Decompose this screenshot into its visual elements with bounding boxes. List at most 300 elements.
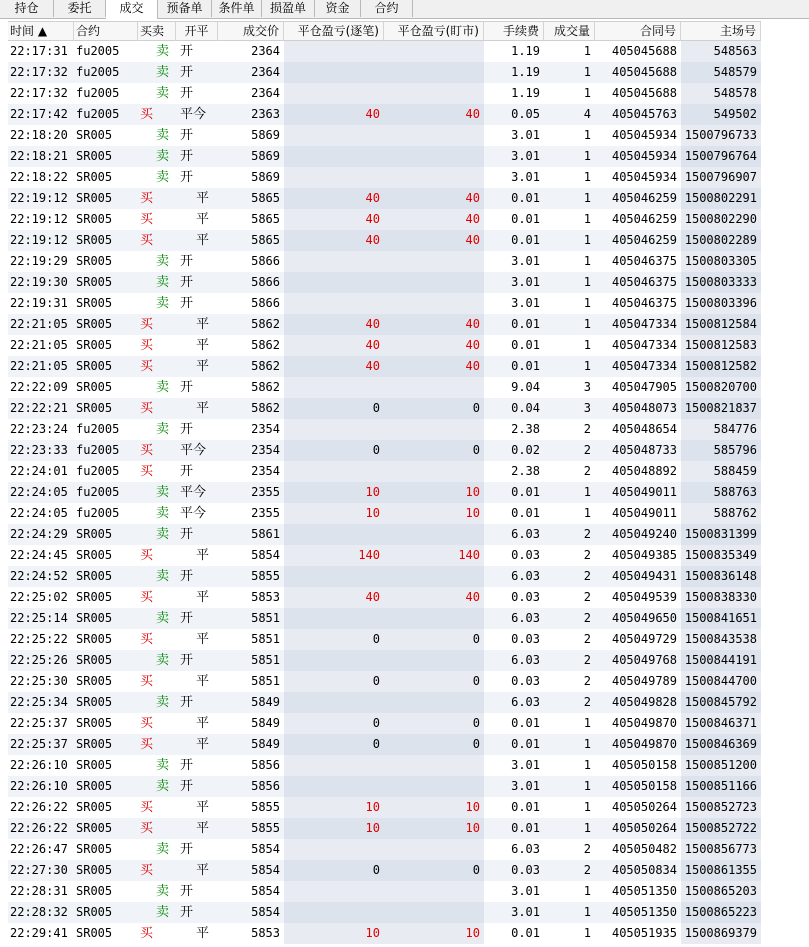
col-pl-trade-cell <box>284 566 384 587</box>
col-fee-cell: 0.01 <box>511 338 540 352</box>
col-price-cell: 5865 <box>251 191 280 205</box>
col-price-cell: 5855 <box>251 800 280 814</box>
col-fee-cell: 0.01 <box>511 716 540 730</box>
col-order-no-cell: 405048733 <box>611 443 677 457</box>
col-order-no-cell: 405050158 <box>611 758 677 772</box>
col-exchange-no-cell: 1500802291 <box>681 188 761 209</box>
tab-trades[interactable]: 成交 <box>106 0 158 19</box>
col-time-cell: 22:18:22 <box>10 170 68 184</box>
table-row[interactable] <box>8 503 761 524</box>
col-order-no-cell: 405049768 <box>611 653 677 667</box>
col-pl-mark-cell <box>384 755 484 776</box>
col-exchange-no-cell: 1500820700 <box>681 377 761 398</box>
table-row[interactable] <box>8 839 761 860</box>
col-exchange-no-cell: 588763 <box>681 482 761 503</box>
col-exchange-no-cell: 1500851166 <box>681 776 761 797</box>
col-qty-cell: 1 <box>583 296 591 310</box>
col-openclose-cell: 平 <box>196 926 210 941</box>
col-qty-cell: 1 <box>583 191 591 205</box>
col-price-cell: 5854 <box>251 884 280 898</box>
col-openclose-cell: 平 <box>196 800 210 815</box>
col-pl-trade-cell: 10 <box>284 482 384 503</box>
col-time-cell: 22:24:05 <box>10 485 68 499</box>
col-time-cell: 22:26:22 <box>10 821 68 835</box>
col-time-cell: 22:19:12 <box>10 191 68 205</box>
col-exchange-no-cell: 1500821837 <box>681 398 761 419</box>
col-exchange-no-cell: 588459 <box>681 461 761 482</box>
table-row[interactable] <box>8 797 761 818</box>
col-fee-cell: 2.38 <box>511 422 540 436</box>
col-price-cell: 5854 <box>251 905 280 919</box>
col-time-header[interactable]: 时间 ▲ <box>8 22 74 41</box>
col-contract-cell: SR005 <box>76 548 113 562</box>
col-time-cell: 22:21:05 <box>10 338 68 352</box>
col-pl-mark-cell: 40 <box>384 188 484 209</box>
col-order-no-cell: 405046259 <box>611 212 677 226</box>
col-exchange-no-cell: 585796 <box>681 440 761 461</box>
table-row[interactable] <box>8 62 761 83</box>
col-side-cell: 卖 <box>156 485 170 500</box>
table-row[interactable] <box>8 461 761 482</box>
col-pl-mark-cell: 10 <box>384 818 484 839</box>
col-qty-cell: 1 <box>583 254 591 268</box>
col-pl-trade-cell <box>284 608 384 629</box>
table-row[interactable] <box>8 734 761 755</box>
col-time-cell: 22:17:32 <box>10 65 68 79</box>
col-price-cell: 5851 <box>251 632 280 646</box>
col-order-no-cell: 405048654 <box>611 422 677 436</box>
table-row[interactable] <box>8 83 761 104</box>
col-qty-cell: 2 <box>583 422 591 436</box>
col-side-cell: 买 <box>140 317 154 332</box>
col-price-cell: 5862 <box>251 401 280 415</box>
col-pl-mark-cell: 0 <box>384 629 484 650</box>
col-pl-trade-cell <box>284 419 384 440</box>
col-price-cell: 2355 <box>251 506 280 520</box>
col-pl-mark-cell <box>384 272 484 293</box>
col-contract-cell: SR005 <box>76 716 113 730</box>
col-openclose-cell: 平 <box>196 548 210 563</box>
col-openclose-header[interactable]: 开平 <box>176 22 218 41</box>
col-contract-cell: SR005 <box>76 653 113 667</box>
col-contract-cell: SR005 <box>76 149 113 163</box>
col-time-cell: 22:17:42 <box>10 107 68 121</box>
col-openclose-cell: 平 <box>196 359 210 374</box>
col-qty-cell: 1 <box>583 926 591 940</box>
col-pl-trade-cell <box>284 776 384 797</box>
col-price-header[interactable]: 成交价 <box>218 22 284 41</box>
tab-funds[interactable]: 资金 <box>315 0 361 17</box>
col-price-cell: 5869 <box>251 170 280 184</box>
col-side-cell: 买 <box>140 233 154 248</box>
col-exchange-no-cell: 548579 <box>681 62 761 83</box>
col-time-cell: 22:17:32 <box>10 86 68 100</box>
col-pl-mark-cell: 10 <box>384 503 484 524</box>
col-pl-trade-cell: 0 <box>284 713 384 734</box>
col-exchange-no-cell: 1500851200 <box>681 755 761 776</box>
col-qty-cell: 1 <box>583 737 591 751</box>
col-fee-cell: 1.19 <box>511 86 540 100</box>
col-fee-cell: 0.01 <box>511 506 540 520</box>
col-fee-cell: 3.01 <box>511 779 540 793</box>
table-row[interactable] <box>8 755 761 776</box>
col-order-no-cell: 405049240 <box>611 527 677 541</box>
col-openclose-cell: 开 <box>180 296 194 311</box>
col-side-cell: 卖 <box>156 653 170 668</box>
col-pl-mark-cell <box>384 839 484 860</box>
col-pl-trade-cell: 40 <box>284 209 384 230</box>
col-side-cell: 买 <box>140 359 154 374</box>
col-time-cell: 22:25:14 <box>10 611 68 625</box>
col-order-no-header[interactable]: 合同号 <box>595 22 681 41</box>
col-contract-cell: SR005 <box>76 527 113 541</box>
table-row[interactable] <box>8 629 761 650</box>
col-side-cell: 买 <box>140 737 154 752</box>
col-time-cell: 22:23:33 <box>10 443 68 457</box>
col-fee-cell: 0.01 <box>511 926 540 940</box>
col-contract-cell: SR005 <box>76 359 113 373</box>
table-row[interactable] <box>8 440 761 461</box>
col-fee-cell: 9.04 <box>511 380 540 394</box>
col-openclose-cell: 平 <box>196 674 210 689</box>
col-price-cell: 5849 <box>251 737 280 751</box>
tab-contracts[interactable]: 合约 <box>361 0 413 17</box>
col-pl-mark-cell <box>384 419 484 440</box>
col-exchange-no-cell: 1500802289 <box>681 230 761 251</box>
col-pl-mark-cell <box>384 524 484 545</box>
col-fee-cell: 1.19 <box>511 44 540 58</box>
col-fee-cell: 3.01 <box>511 905 540 919</box>
col-pl-mark-cell: 10 <box>384 923 484 944</box>
col-pl-trade-cell <box>284 377 384 398</box>
table-row[interactable] <box>8 293 761 314</box>
col-openclose-cell: 开 <box>180 695 194 710</box>
col-exchange-no-cell: 1500836148 <box>681 566 761 587</box>
col-openclose-cell: 平 <box>196 863 210 878</box>
col-price-cell: 2354 <box>251 443 280 457</box>
col-time-cell: 22:18:21 <box>10 149 68 163</box>
col-qty-cell: 2 <box>583 527 591 541</box>
col-pl-trade-cell: 40 <box>284 356 384 377</box>
col-order-no-cell: 405045934 <box>611 149 677 163</box>
col-exchange-no-cell: 1500812584 <box>681 314 761 335</box>
table-row[interactable] <box>8 818 761 839</box>
col-pl-mark-cell: 0 <box>384 671 484 692</box>
tab-orders[interactable]: 委托 <box>54 0 106 17</box>
col-order-no-cell: 405045763 <box>611 107 677 121</box>
table-row[interactable] <box>8 230 761 251</box>
col-qty-cell: 1 <box>583 884 591 898</box>
table-row[interactable] <box>8 587 761 608</box>
table-row[interactable] <box>8 188 761 209</box>
col-time-cell: 22:26:47 <box>10 842 68 856</box>
col-side-cell: 卖 <box>156 905 170 920</box>
table-row[interactable] <box>8 209 761 230</box>
col-order-no-cell: 405051935 <box>611 926 677 940</box>
col-price-cell: 2364 <box>251 86 280 100</box>
col-order-no-cell: 405049828 <box>611 695 677 709</box>
col-price-cell: 2364 <box>251 65 280 79</box>
col-fee-cell: 3.01 <box>511 884 540 898</box>
col-fee-cell: 3.01 <box>511 149 540 163</box>
col-openclose-cell: 开 <box>180 527 194 542</box>
col-exchange-no-cell: 1500796733 <box>681 125 761 146</box>
col-order-no-cell: 405049870 <box>611 737 677 751</box>
col-price-cell: 2364 <box>251 44 280 58</box>
col-pl-mark-cell: 140 <box>384 545 484 566</box>
col-time-cell: 22:28:32 <box>10 905 68 919</box>
col-price-cell: 5853 <box>251 926 280 940</box>
col-exchange-no-cell: 1500803396 <box>681 293 761 314</box>
col-contract-cell: SR005 <box>76 800 113 814</box>
col-exchange-no-header[interactable]: 主场号 <box>681 22 761 41</box>
col-fee-cell: 0.01 <box>511 317 540 331</box>
col-pl-trade-cell: 40 <box>284 104 384 125</box>
col-side-cell: 卖 <box>156 842 170 857</box>
col-contract-cell: SR005 <box>76 821 113 835</box>
col-contract-cell: fu2005 <box>76 86 120 100</box>
col-side-cell: 卖 <box>156 380 170 395</box>
col-price-cell: 5866 <box>251 254 280 268</box>
table-row[interactable] <box>8 335 761 356</box>
tab-conditional[interactable]: 条件单 <box>212 0 262 17</box>
col-pl-mark-cell <box>384 461 484 482</box>
col-order-no-cell: 405049789 <box>611 674 677 688</box>
col-fee-cell: 0.01 <box>511 359 540 373</box>
col-openclose-cell: 平今 <box>180 506 207 521</box>
col-contract-cell: SR005 <box>76 254 113 268</box>
col-contract-cell: SR005 <box>76 170 113 184</box>
col-pl-mark-cell: 0 <box>384 734 484 755</box>
col-order-no-cell: 405050158 <box>611 779 677 793</box>
col-order-no-cell: 405049011 <box>611 485 677 499</box>
col-openclose-cell: 开 <box>180 65 194 80</box>
col-contract-cell: SR005 <box>76 380 113 394</box>
col-time-cell: 22:25:37 <box>10 737 68 751</box>
col-exchange-no-cell: 1500856773 <box>681 839 761 860</box>
col-order-no-cell: 405045688 <box>611 86 677 100</box>
table-row[interactable] <box>8 524 761 545</box>
col-side-cell: 买 <box>140 464 154 479</box>
col-pl-trade-cell <box>284 167 384 188</box>
col-pl-mark-cell: 40 <box>384 314 484 335</box>
col-openclose-cell: 平 <box>196 401 210 416</box>
col-time-cell: 22:28:31 <box>10 884 68 898</box>
col-fee-cell: 2.38 <box>511 464 540 478</box>
table-row[interactable] <box>8 314 761 335</box>
col-exchange-no-cell: 1500844700 <box>681 671 761 692</box>
col-side-cell: 买 <box>140 800 154 815</box>
table-row[interactable] <box>8 608 761 629</box>
col-time-cell: 22:25:37 <box>10 716 68 730</box>
col-order-no-cell: 405045934 <box>611 170 677 184</box>
table-row[interactable] <box>8 41 761 62</box>
col-order-no-cell: 405049729 <box>611 632 677 646</box>
col-qty-cell: 1 <box>583 758 591 772</box>
col-pl-mark-cell: 40 <box>384 335 484 356</box>
table-row[interactable] <box>8 923 761 944</box>
col-pl-mark-cell <box>384 377 484 398</box>
col-openclose-cell: 开 <box>180 128 194 143</box>
col-price-cell: 5851 <box>251 674 280 688</box>
col-pl-mark-cell: 40 <box>384 209 484 230</box>
table-row[interactable] <box>8 125 761 146</box>
col-side-cell: 卖 <box>156 170 170 185</box>
col-time-cell: 22:26:10 <box>10 779 68 793</box>
col-pl-mark-cell <box>384 902 484 923</box>
col-pl-trade-header[interactable]: 平仓盈亏(逐笔) <box>284 22 384 41</box>
col-pl-mark-cell <box>384 776 484 797</box>
col-side-cell: 卖 <box>156 86 170 101</box>
col-order-no-cell: 405049385 <box>611 548 677 562</box>
col-fee-cell: 0.02 <box>511 443 540 457</box>
table-row[interactable] <box>8 377 761 398</box>
col-pl-mark-header[interactable]: 平仓盈亏(盯市) <box>384 22 484 41</box>
col-time-cell: 22:27:30 <box>10 863 68 877</box>
col-openclose-cell: 平 <box>196 632 210 647</box>
col-order-no-cell: 405047334 <box>611 317 677 331</box>
col-side-cell: 卖 <box>156 296 170 311</box>
col-pl-trade-cell <box>284 461 384 482</box>
col-side-cell: 买 <box>140 674 154 689</box>
col-pl-mark-cell: 0 <box>384 440 484 461</box>
col-time-cell: 22:24:01 <box>10 464 68 478</box>
table-row[interactable] <box>8 482 761 503</box>
table-row[interactable] <box>8 902 761 923</box>
col-qty-cell: 1 <box>583 128 591 142</box>
col-qty-cell: 1 <box>583 65 591 79</box>
col-contract-cell: SR005 <box>76 842 113 856</box>
col-time-cell: 22:17:31 <box>10 44 68 58</box>
col-contract-cell: SR005 <box>76 905 113 919</box>
col-fee-cell: 0.01 <box>511 821 540 835</box>
col-exchange-no-cell: 1500865223 <box>681 902 761 923</box>
table-row[interactable] <box>8 713 761 734</box>
col-openclose-cell: 开 <box>180 44 194 59</box>
col-openclose-cell: 开 <box>180 884 194 899</box>
col-side-header[interactable]: 买卖 <box>138 22 176 41</box>
col-pl-trade-cell <box>284 41 384 62</box>
col-contract-cell: fu2005 <box>76 485 120 499</box>
col-side-cell: 卖 <box>156 527 170 542</box>
table-row[interactable] <box>8 881 761 902</box>
col-exchange-no-cell: 1500835349 <box>681 545 761 566</box>
col-pl-trade-cell <box>284 881 384 902</box>
table-row[interactable] <box>8 545 761 566</box>
col-openclose-cell: 开 <box>180 380 194 395</box>
col-pl-trade-cell <box>284 83 384 104</box>
col-openclose-cell: 开 <box>180 149 194 164</box>
table-row[interactable] <box>8 860 761 881</box>
col-price-cell: 5869 <box>251 128 280 142</box>
col-qty-cell: 1 <box>583 170 591 184</box>
col-pl-trade-cell: 10 <box>284 923 384 944</box>
table-row[interactable] <box>8 650 761 671</box>
col-contract-cell: SR005 <box>76 401 113 415</box>
col-fee-cell: 1.19 <box>511 65 540 79</box>
col-fee-cell: 0.01 <box>511 191 540 205</box>
col-qty-cell: 1 <box>583 506 591 520</box>
table-row[interactable] <box>8 692 761 713</box>
table-row[interactable] <box>8 776 761 797</box>
col-exchange-no-cell: 1500845792 <box>681 692 761 713</box>
col-order-no-cell: 405045934 <box>611 128 677 142</box>
tab-bar <box>0 0 809 19</box>
col-qty-cell: 1 <box>583 44 591 58</box>
col-time-cell: 22:22:09 <box>10 380 68 394</box>
tab-positions[interactable]: 持仓 <box>0 0 54 17</box>
table-row[interactable] <box>8 146 761 167</box>
col-fee-cell: 0.01 <box>511 233 540 247</box>
col-contract-cell: SR005 <box>76 632 113 646</box>
col-contract-cell: SR005 <box>76 779 113 793</box>
col-exchange-no-cell: 1500838330 <box>681 587 761 608</box>
col-exchange-no-cell: 1500869379 <box>681 923 761 944</box>
col-pl-mark-cell <box>384 881 484 902</box>
tab-prepared[interactable]: 预备单 <box>158 0 212 17</box>
col-qty-cell: 1 <box>583 485 591 499</box>
col-time-cell: 22:24:29 <box>10 527 68 541</box>
col-fee-header[interactable]: 手续费 <box>484 22 544 41</box>
col-openclose-cell: 开 <box>180 170 194 185</box>
col-pl-mark-cell <box>384 692 484 713</box>
col-fee-cell: 0.01 <box>511 485 540 499</box>
col-qty-cell: 3 <box>583 380 591 394</box>
col-qty-cell: 2 <box>583 590 591 604</box>
table-row[interactable] <box>8 272 761 293</box>
col-contract-cell: fu2005 <box>76 422 120 436</box>
col-contract-cell: SR005 <box>76 338 113 352</box>
col-contract-cell: SR005 <box>76 275 113 289</box>
table-row[interactable] <box>8 419 761 440</box>
table-row[interactable] <box>8 566 761 587</box>
col-time-cell: 22:26:10 <box>10 758 68 772</box>
col-side-cell: 买 <box>140 821 154 836</box>
col-fee-cell: 6.03 <box>511 842 540 856</box>
col-openclose-cell: 开 <box>180 275 194 290</box>
col-time-cell: 22:24:45 <box>10 548 68 562</box>
col-exchange-no-cell: 1500844191 <box>681 650 761 671</box>
col-pl-mark-cell: 0 <box>384 398 484 419</box>
col-price-cell: 5866 <box>251 296 280 310</box>
table-row[interactable] <box>8 251 761 272</box>
col-price-cell: 5855 <box>251 569 280 583</box>
col-contract-header[interactable]: 合约 <box>74 22 138 41</box>
tab-stoploss[interactable]: 损盈单 <box>262 0 315 17</box>
table-row[interactable] <box>8 671 761 692</box>
col-time-cell: 22:25:22 <box>10 632 68 646</box>
col-pl-trade-cell: 0 <box>284 398 384 419</box>
col-fee-cell: 0.04 <box>511 401 540 415</box>
col-order-no-cell: 405050834 <box>611 863 677 877</box>
col-side-cell: 卖 <box>156 779 170 794</box>
col-fee-cell: 0.01 <box>511 800 540 814</box>
col-qty-cell: 2 <box>583 464 591 478</box>
col-contract-cell: SR005 <box>76 233 113 247</box>
col-qty-cell: 1 <box>583 800 591 814</box>
col-pl-trade-cell <box>284 692 384 713</box>
col-qty-cell: 1 <box>583 233 591 247</box>
table-row[interactable] <box>8 356 761 377</box>
col-pl-mark-cell: 0 <box>384 713 484 734</box>
col-openclose-cell: 开 <box>180 758 194 773</box>
table-row[interactable] <box>8 398 761 419</box>
col-openclose-cell: 平 <box>196 821 210 836</box>
col-openclose-cell: 平 <box>196 233 210 248</box>
table-row[interactable] <box>8 167 761 188</box>
col-qty-header[interactable]: 成交量 <box>544 22 595 41</box>
table-row[interactable] <box>8 104 761 125</box>
